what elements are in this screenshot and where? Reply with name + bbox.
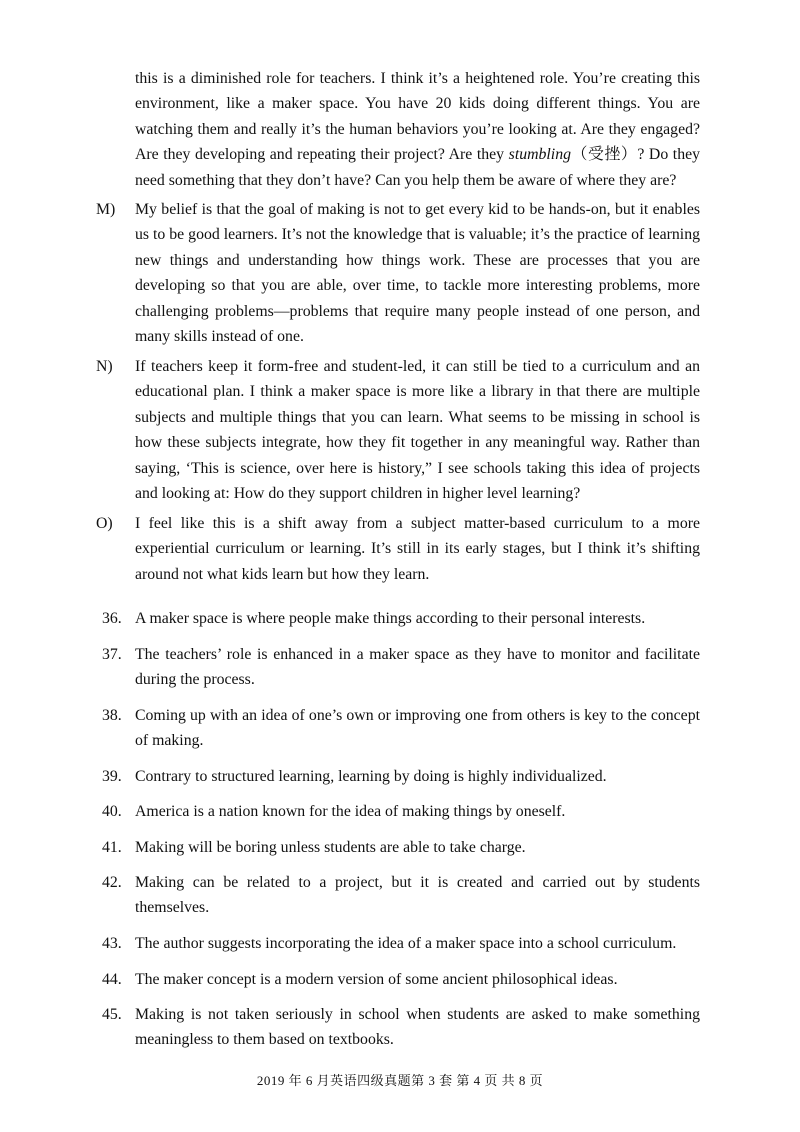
paragraph-letter: M) [96,201,116,218]
paragraph-m [96,197,700,349]
passage-continuation [135,66,700,193]
question-text: Making will be boring unless students are able to take charge. [135,839,526,856]
question-38 [102,703,700,754]
question-44 [102,967,700,992]
page-footer: 2019 年 6 月英语四级真题第 3 套 第 4 页 共 8 页 [256,1073,544,1088]
question-text: A maker space is where people make things according to their personal interests. [135,610,646,627]
question-text: Making can be related to a project, but it is created and carried out by students themselves. [135,874,700,917]
question-number: 42. [102,874,122,891]
question-number: 38. [102,707,122,724]
question-text: Coming up with an idea of one’s own or improving one from others is key to the concept of making. [135,707,700,750]
paragraph-letter: O) [96,515,113,532]
question-text: America is a nation known for the idea of making things by oneself. [135,803,566,820]
passage-continuation-text: this is a diminished role for teachers. I think it’s a heightened role. You’re creating this environment, like a maker space. You have 20 kids doing different things. You are watching them and really it’s the human behaviors you’re looking at. Are they engaged? Are they developing and repeating their project? Are they stumbling（受挫）? Do they need something that they don’t have? Can you help them be aware of where they are? [135,70,700,189]
paragraph-n [96,354,700,506]
question-text: The teachers’ role is enhanced in a maker space as they have to monitor and facilitate during the process. [135,646,700,689]
question-41 [102,835,700,860]
question-43 [102,931,700,956]
question-number: 36. [102,610,122,627]
question-text: Making is not taken seriously in school when students are asked to make something meaningless to them based on textbooks. [135,1006,700,1049]
question-text: The maker concept is a modern version of some ancient philosophical ideas. [135,971,618,988]
question-number: 39. [102,768,122,785]
question-text: The author suggests incorporating the idea of a maker space into a school curriculum. [135,935,677,952]
question-text: Contrary to structured learning, learning by doing is highly individualized. [135,768,607,785]
paragraph-text: If teachers keep it form-free and student-led, it can still be tied to a curriculum and an educational plan. I think a maker space is more like a library in that there are multiple subjects and multiple things that you can learn. What seems to be missing in school is how these subjects integrate, how they fit together in any meaningful way. Rather than saying, ‘This is science, over here is history,” I see schools taking this idea of projects and looking at: How do they support children in higher level learning? [135,358,700,503]
paragraph-letter: N) [96,358,113,375]
question-number: 44. [102,971,122,988]
paragraph-o [96,511,700,587]
question-39 [102,764,700,789]
question-number: 37. [102,646,122,663]
question-number: 41. [102,839,122,856]
paragraph-text: My belief is that the goal of making is not to get every kid to be hands-on, but it enables us to be good learners. It’s not the knowledge that is valuable; it’s the practice of learning new things and understanding how things work. These are processes that you are developing so that you are able, over time, to tackle more interesting problems, more challenging problems—problems that require many people instead of one person, and many skills instead of one. [135,201,700,346]
question-42 [102,870,700,921]
italic-term: stumbling [508,146,571,164]
question-45 [102,1002,700,1053]
question-37 [102,642,700,693]
question-number: 40. [102,803,122,820]
question-40 [102,799,700,824]
question-number: 45. [102,1006,122,1023]
question-36 [102,606,700,631]
question-number: 43. [102,935,122,952]
paragraph-text: I feel like this is a shift away from a subject matter-based curriculum to a more experiential curriculum or learning. It’s still in its early stages, but I think it’s shifting around not what kids learn but how they learn. [135,515,700,583]
